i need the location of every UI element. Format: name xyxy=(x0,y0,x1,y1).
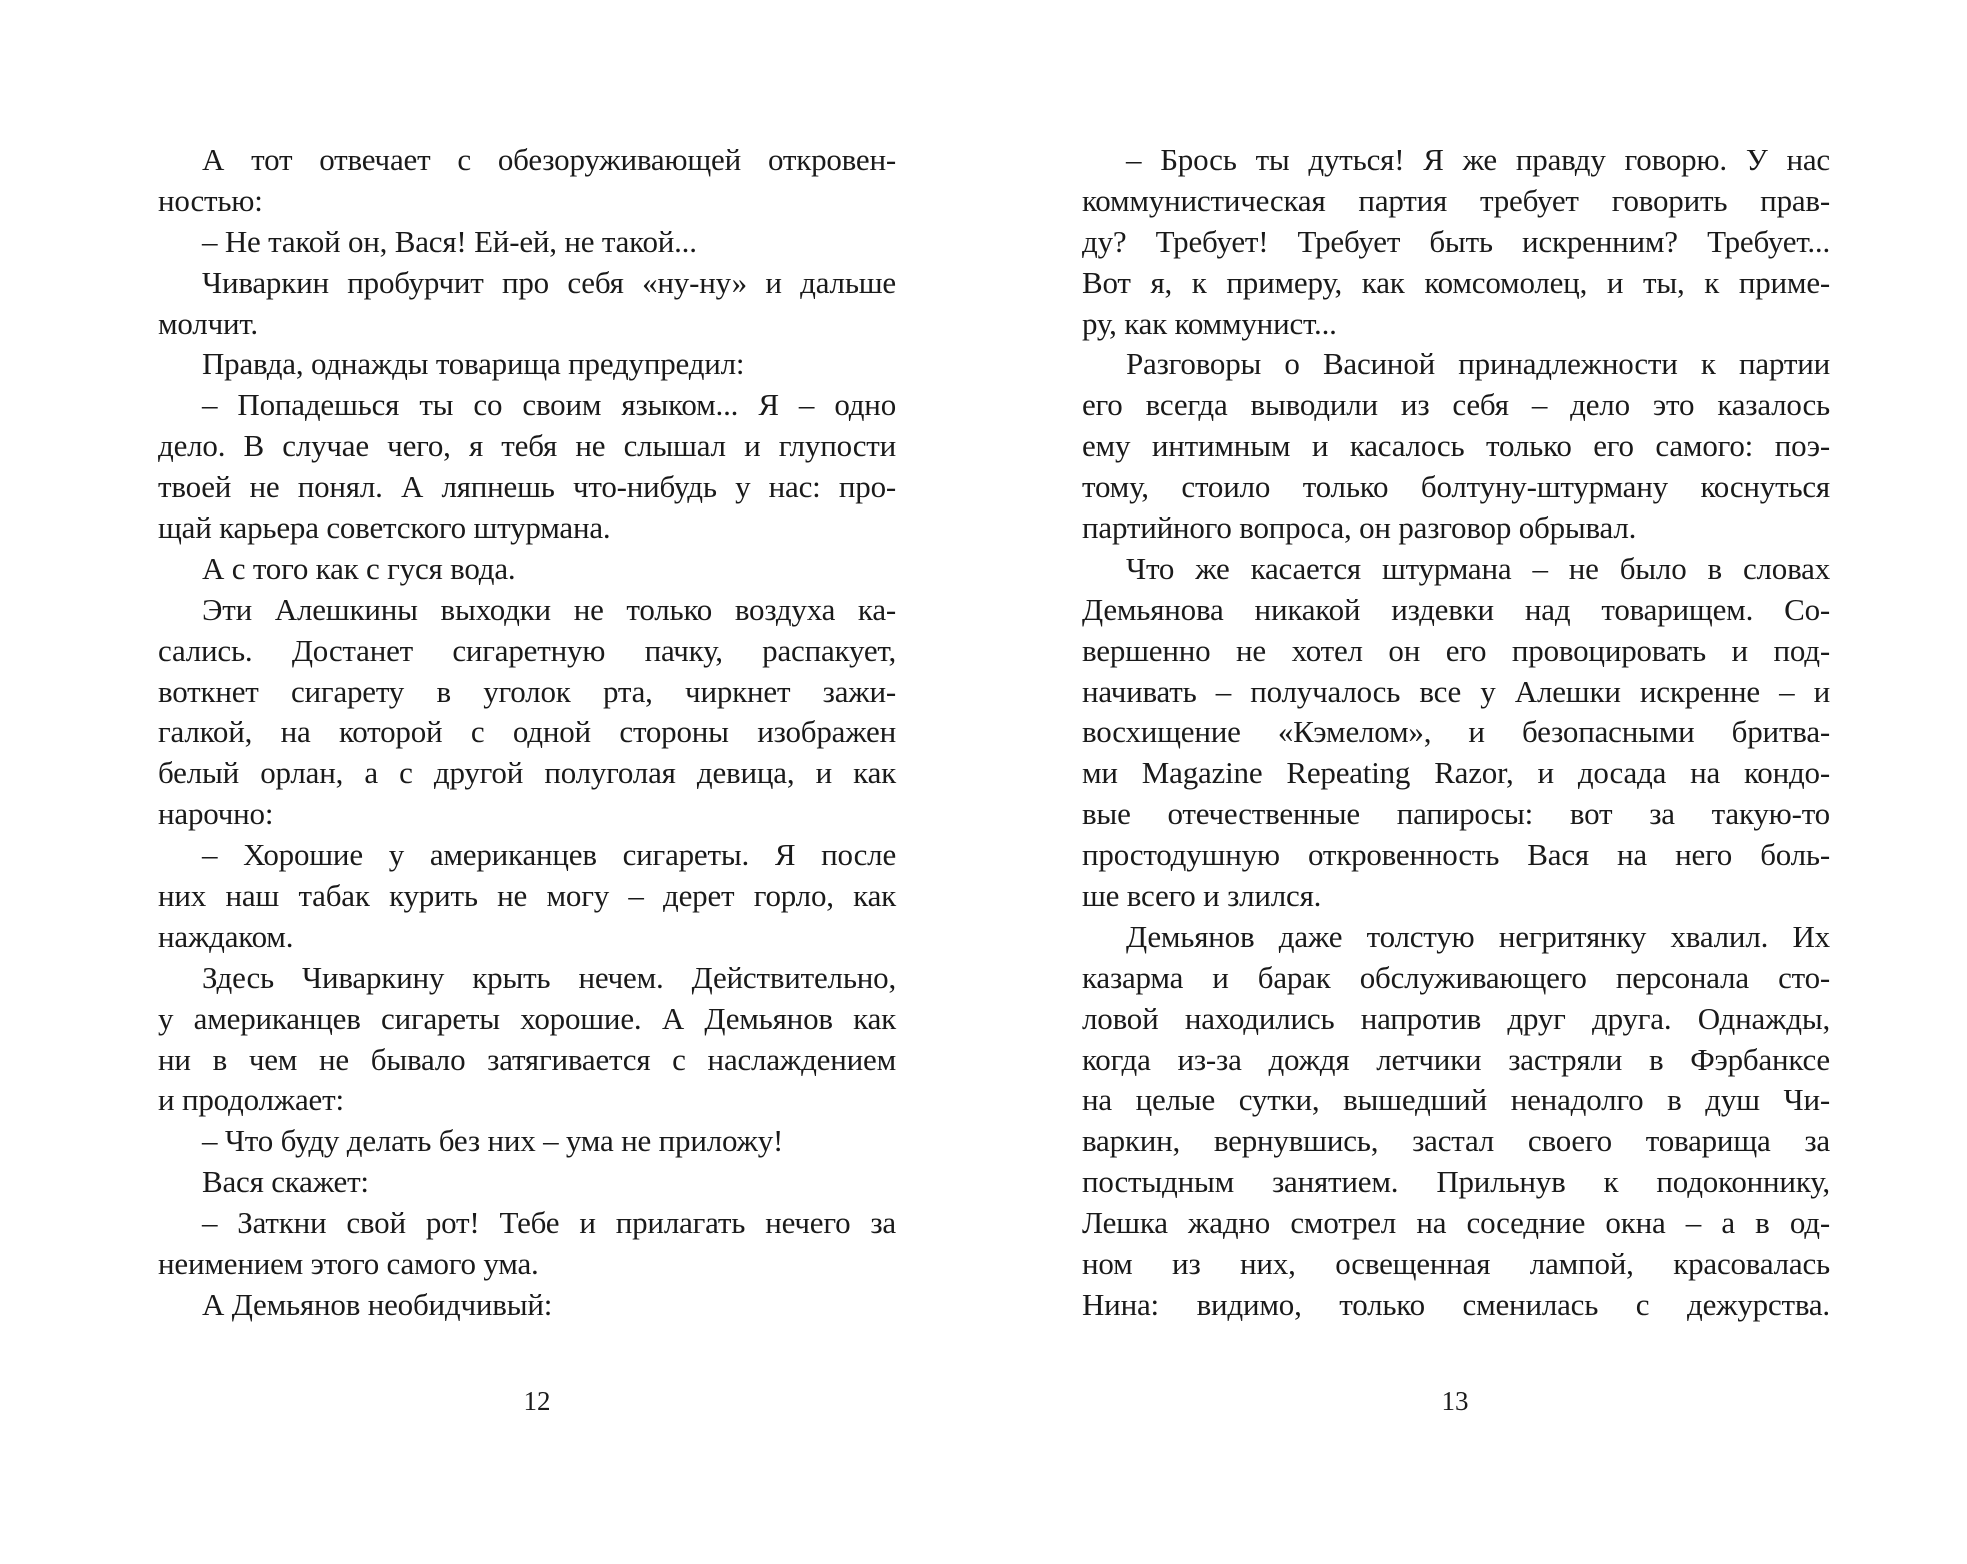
page-number-left: 12 xyxy=(523,1386,551,1416)
text-line: Лешка жадно смотрел на соседние окна – а в од- xyxy=(1082,1205,1830,1241)
text-line: А с того как с гуся вода. xyxy=(202,550,516,586)
paragraph xyxy=(158,385,896,549)
text-line: Что же касается штурмана – не было в словах xyxy=(1126,550,1830,586)
text-line: ни в чем не бывало затягивается с наслаждением xyxy=(158,1041,896,1077)
text-line: – Заткни свой рот! Тебе и прилагать нечего за xyxy=(202,1205,896,1241)
text-line: ше всего и злился. xyxy=(1082,878,1322,914)
text-line: тому, стоило только болтуну-штурману коснуться xyxy=(1082,469,1830,505)
text-line: ду? Требует! Требует быть искренним? Требует... xyxy=(1082,223,1830,259)
text-line: – Что буду делать без них – ума не приложу! xyxy=(202,1123,784,1159)
paragraph xyxy=(1082,549,1830,917)
text-line: твоей не понял. А ляпнешь что-нибудь у нас: про- xyxy=(158,469,896,505)
text-line: галкой, на которой с одной стороны изображен xyxy=(158,714,896,750)
text-line: ностью: xyxy=(158,182,263,218)
text-line: ми Magazine Repeating Razor, и досада на кондо- xyxy=(1082,755,1830,791)
text-line: – Хорошие у американцев сигареты. Я после xyxy=(202,837,896,873)
right-page-text xyxy=(1082,140,1830,1326)
paragraph xyxy=(158,835,896,958)
paragraph xyxy=(158,263,896,345)
paragraph xyxy=(158,1285,896,1326)
paragraph xyxy=(158,1121,896,1162)
paragraph xyxy=(1082,917,1830,1326)
paragraph xyxy=(158,958,896,1122)
text-line: и продолжает: xyxy=(158,1082,344,1118)
text-line: ловой находились напротив друг друга. Однажды, xyxy=(1082,1000,1830,1036)
paragraph xyxy=(158,140,896,222)
text-line: коммунистическая партия требует говорить прав- xyxy=(1082,182,1830,218)
text-line: Вася скажет: xyxy=(202,1164,369,1200)
text-line: Здесь Чиваркину крыть нечем. Действительно, xyxy=(202,959,896,995)
text-line: восхищение «Кэмелом», и безопасными бритва- xyxy=(1082,714,1830,750)
text-line: – Брось ты дуться! Я же правду говорю. У нас xyxy=(1126,142,1830,177)
text-line: на целые сутки, вышедший ненадолго в душ Чи- xyxy=(1082,1082,1830,1118)
paragraph xyxy=(1082,140,1830,344)
paragraph xyxy=(158,344,896,385)
paragraph xyxy=(158,222,896,263)
text-line: казарма и барак обслуживающего персонала сто- xyxy=(1082,959,1830,995)
paragraph xyxy=(158,590,896,835)
text-line: Правда, однажды товарища предупредил: xyxy=(202,346,745,382)
text-line: ном из них, освещенная лампой, красовалась xyxy=(1082,1246,1830,1282)
text-line: когда из-за дождя летчики застряли в Фэрбанксе xyxy=(1082,1041,1830,1077)
text-line: молчит. xyxy=(158,305,258,341)
text-line: Нина: видимо, только сменилась с дежурства. xyxy=(1082,1286,1830,1322)
text-line: постыдным занятием. Прильнув к подоконнику, xyxy=(1082,1164,1830,1200)
text-line: наждаком. xyxy=(158,918,294,954)
left-page-text xyxy=(158,140,896,1326)
text-line: Демьянов даже толстую негритянку хвалил. Их xyxy=(1126,918,1830,954)
text-line: нарочно: xyxy=(158,796,274,832)
paragraph xyxy=(158,1203,896,1285)
text-line: щай карьера советского штурмана. xyxy=(158,510,611,546)
text-line: Разговоры о Васиной принадлежности к партии xyxy=(1126,346,1830,382)
text-line: ру, как коммунист... xyxy=(1082,305,1337,341)
text-line: Вот я, к примеру, как комсомолец, и ты, к приме- xyxy=(1082,264,1830,300)
text-line: – Попадешься ты со своим языком... Я – одно xyxy=(202,387,896,423)
text-line: вершенно не хотел он его провоцировать и под- xyxy=(1082,632,1830,668)
text-line: них наш табак курить не могу – дерет горло, как xyxy=(158,878,896,914)
text-line: – Не такой он, Вася! Ей-ей, не такой... xyxy=(202,223,697,259)
text-line: воткнет сигарету в уголок рта, чиркнет зажи- xyxy=(158,673,896,709)
text-line: ему интимным и касалось только его самого: поэ- xyxy=(1082,428,1830,464)
text-line: его всегда выводили из себя – дело это казалось xyxy=(1082,387,1830,423)
paragraph xyxy=(158,1162,896,1203)
text-line: неимением этого самого ума. xyxy=(158,1246,539,1282)
text-line: А Демьянов необидчивый: xyxy=(202,1286,553,1322)
text-line: дело. В случае чего, я тебя не слышал и глупости xyxy=(158,428,896,464)
text-line: партийного вопроса, он разговор обрывал. xyxy=(1082,510,1637,546)
text-line: А тот отвечает с обезоруживающей откровен- xyxy=(202,142,896,177)
paragraph xyxy=(1082,344,1830,548)
text-line: простодушную откровенность Вася на него боль- xyxy=(1082,837,1830,873)
page-number-right: 13 xyxy=(1441,1386,1469,1416)
text-line: у американцев сигареты хорошие. А Демьянов как xyxy=(158,1000,896,1036)
text-line: белый орлан, а с другой полуголая девица, и как xyxy=(158,755,896,791)
text-line: Эти Алешкины выходки не только воздуха ка- xyxy=(202,591,896,627)
text-line: начивать – получалось все у Алешки искренне – и xyxy=(1082,673,1830,709)
text-line: вые отечественные папиросы: вот за такую-то xyxy=(1082,796,1830,832)
text-line: Чиваркин пробурчит про себя «ну-ну» и дальше xyxy=(202,264,896,300)
paragraph xyxy=(158,549,896,590)
text-line: сались. Достанет сигаретную пачку, распакует, xyxy=(158,632,896,668)
text-line: варкин, вернувшись, застал своего товарища за xyxy=(1082,1123,1830,1159)
text-line: Демьянова никакой издевки над товарищем. Со- xyxy=(1082,591,1830,627)
